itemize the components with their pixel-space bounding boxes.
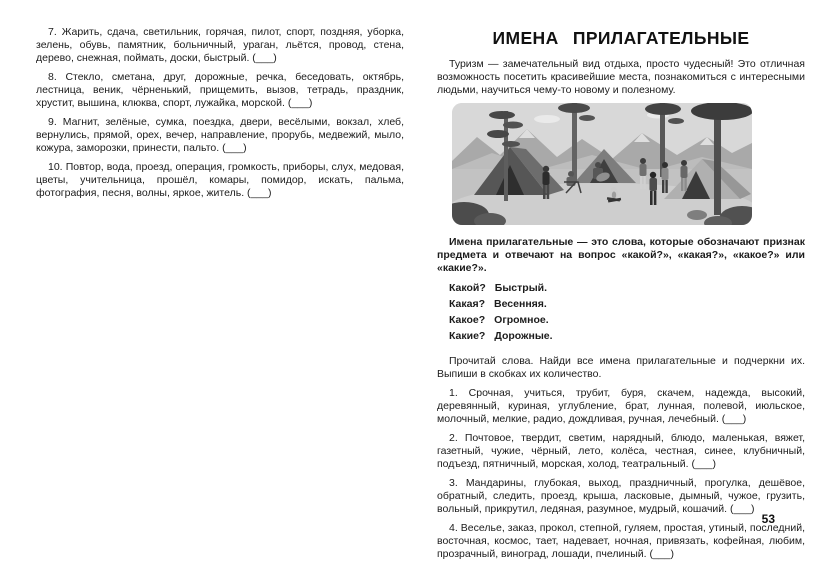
- page-number: 53: [761, 512, 775, 526]
- camping-illustration: [452, 103, 752, 225]
- example-answer: Дорожные.: [494, 330, 553, 342]
- example-answer: Весенняя.: [494, 298, 547, 310]
- left-page-column: [36, 26, 404, 206]
- camping-scene-svg: [452, 103, 752, 225]
- answer-blank: (___): [691, 458, 716, 470]
- item-words: Почтовое, твердит, светим, нарядный, блюдо, маленькая, вяжет, газетный, чужие, чёрный, лето, колёса, честная, синее, клубничный, подъезд, пятничный, морская, холод, театральный.: [437, 432, 805, 470]
- answer-blank: (___): [222, 142, 247, 154]
- item-words: Жарить, сдача, светильник, горячая, пилот, спорт, поздняя, уборка, зелень, обувь, памятник, больничный, ураган, льётся, провод, стена, дерево, снежная, поймать, доски, быстрый.: [36, 26, 405, 64]
- exercise-item-9: [36, 116, 404, 155]
- example-question: Какие?: [449, 330, 486, 342]
- exercise-item-2: [437, 432, 805, 471]
- answer-blank: (___): [721, 413, 747, 425]
- chapter-title: ИМЕНА ПРИЛАГАТЕЛЬНЫЕ: [492, 28, 750, 48]
- exercise-item-4: [437, 522, 805, 561]
- answer-blank: (___): [252, 52, 277, 64]
- item-number: 2.: [449, 432, 458, 444]
- example-line: [437, 298, 805, 311]
- item-number: 7.: [48, 26, 57, 38]
- task-instruction: Прочитай слова. Найди все имена прилагательные и подчеркни их. Выпиши в скобках их количество.: [437, 355, 805, 380]
- example-line: [437, 314, 805, 327]
- definition-paragraph: Имена прилагательные — это слова, которые обозначают признак предмета и отвечают на вопрос «какой?», «какая?», «какое?» или «какие?».: [437, 236, 805, 274]
- item-words: Повтор, вода, проезд, операция, громкость, приборы, слух, медовая, цветы, учительница, прошёл, комары, помидор, искать, пальма, фотография, песня, волны, яркое, житель.: [36, 161, 404, 199]
- intro-paragraph: Туризм — замечательный вид отдыха, просто чудесный! Это отличная возможность посетить красивейшие места, познакомиться с интересными людьми, научиться чему-то новому и полезному.: [437, 58, 805, 96]
- item-number: 8.: [48, 71, 57, 83]
- example-line: [437, 282, 805, 295]
- item-words: Стекло, сметана, друг, дорожные, речка, беседовать, октябрь, лестница, веник, чёрненький, прищемить, вызов, тетрадь, праздник, хрустит, вышина, клюква, спорт, лужайка, морской.: [36, 71, 405, 109]
- example-answer: Огромное.: [494, 314, 549, 326]
- exercise-item-8: [36, 71, 404, 110]
- exercise-item-7: [36, 26, 404, 65]
- item-number: 9.: [48, 116, 57, 128]
- answer-blank: (___): [649, 548, 674, 560]
- item-number: 10.: [48, 161, 63, 173]
- right-page-column: [437, 26, 805, 567]
- exercise-item-1: [437, 387, 805, 426]
- answer-blank: (___): [287, 97, 313, 109]
- example-question: Какое?: [449, 314, 486, 326]
- answer-blank: (___): [730, 503, 755, 515]
- item-number: 3.: [449, 477, 458, 489]
- exercise-item-10: [36, 161, 404, 200]
- example-answer: Быстрый.: [494, 282, 548, 294]
- item-words: Магнит, зелёные, сумка, поездка, двери, весёлыми, вокзал, хлеб, вернулись, прямой, орех, вечер, направление, прорубь, медвежий, мыло, кожура, заморозки, принести, пальто.: [36, 116, 404, 154]
- item-words: Веселье, заказ, прокол, степной, гуляем, простая, утиный, последний, восточная, космос, тает, надевает, ночная, привязать, кофейная, любим, прозрачный, виноград, лошади, пчелиный.: [437, 522, 805, 560]
- example-question: Какой?: [449, 282, 486, 294]
- item-number: 1.: [449, 387, 458, 399]
- example-question: Какая?: [449, 298, 486, 310]
- item-words: Мандарины, глубокая, выход, праздничный, прогулка, дешёвое, обратный, следить, проезд, крыша, ласковые, дымный, чужое, грузить, вольный, прикрутил, ледяная, разумное, мудрый, кошачий.: [437, 477, 805, 515]
- item-words: Срочная, учиться, трубит, буря, скачем, надежда, высокий, деревянный, куриная, углубление, брат, лунная, полевой, июльское, молочный, мелкие, радио, дождливая, ручная, лечебный.: [437, 387, 805, 425]
- item-number: 4.: [449, 522, 458, 534]
- answer-blank: (___): [247, 187, 272, 199]
- example-line: [437, 330, 805, 343]
- exercise-item-3: [437, 477, 805, 516]
